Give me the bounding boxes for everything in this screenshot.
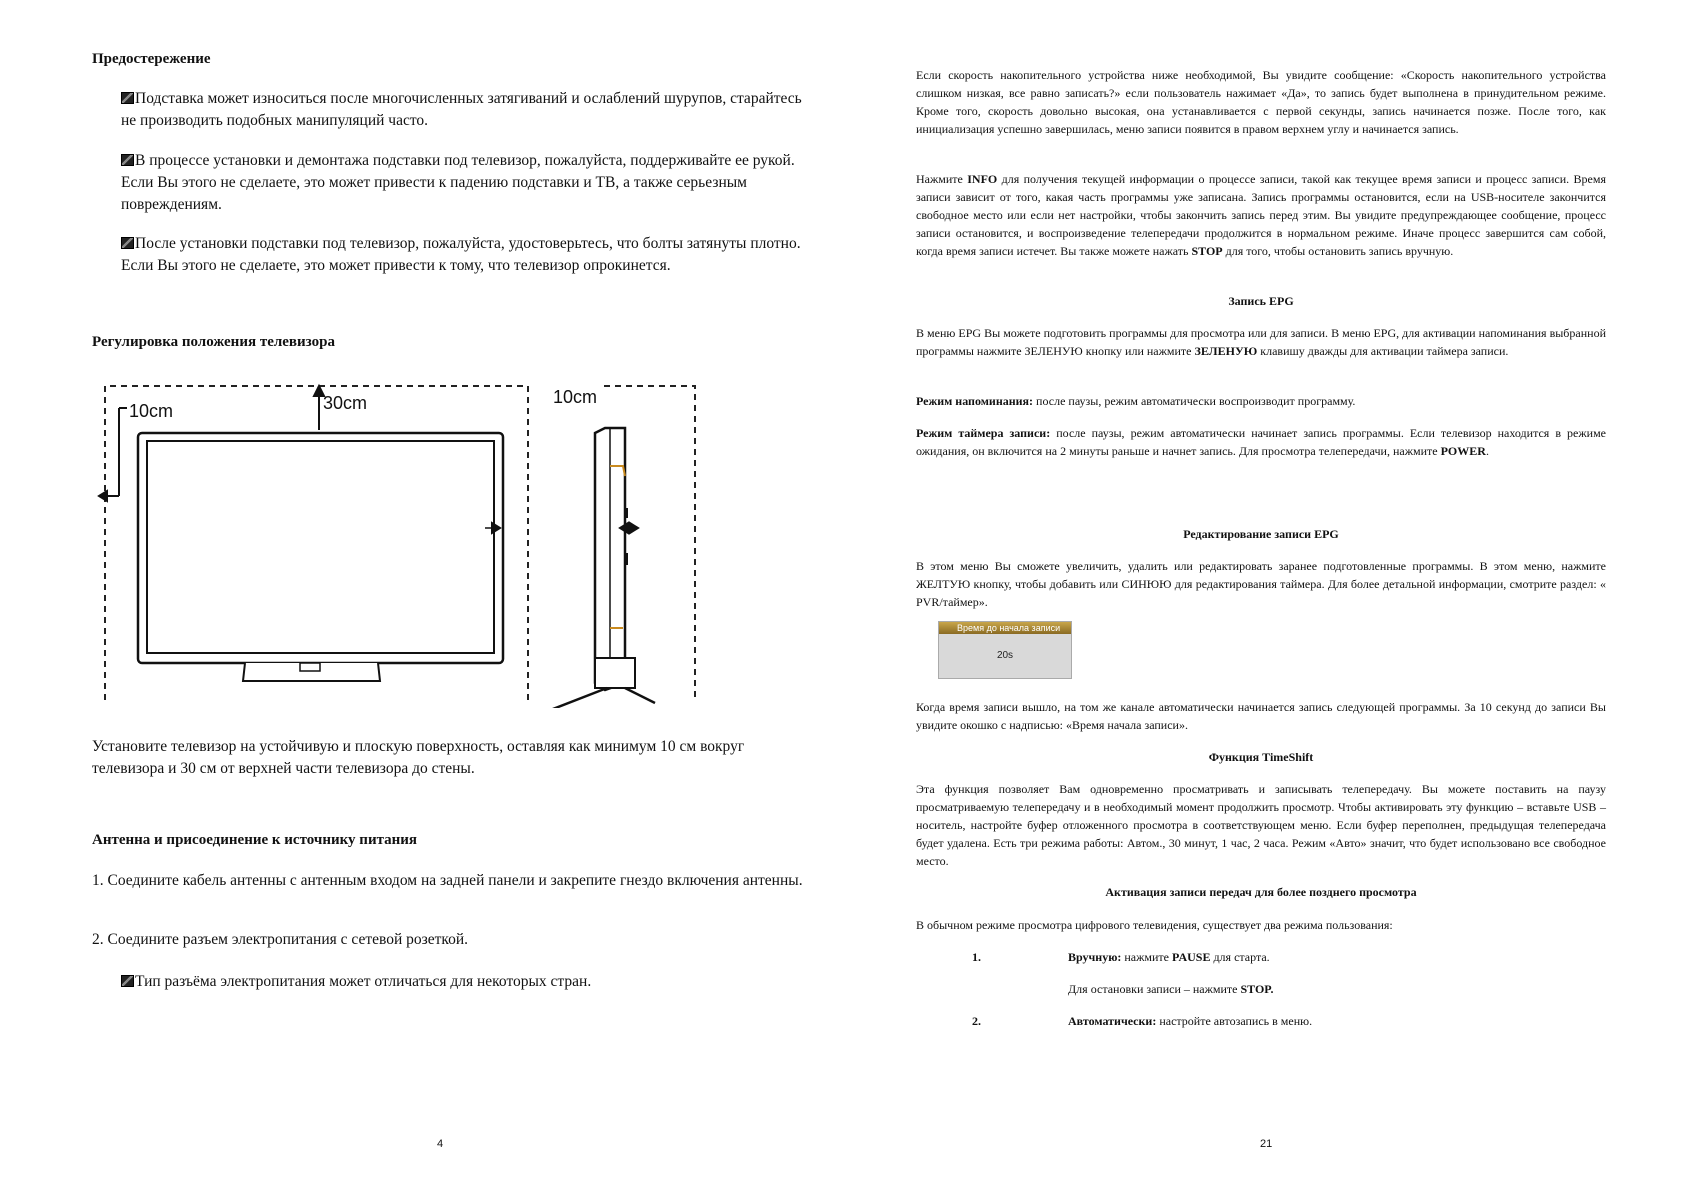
label-side-clearance: 10cm (553, 387, 598, 407)
para-timer: Режим таймера записи: после паузы, режим автоматически начинает запись программы. Если телевизор находится в режиме ожидания, он включится на 2 минуты раньше и начнет запись. Для просмотра телепередачи, нажмите POWER. (916, 426, 1606, 458)
antenna-heading: Антенна и присоединение к источнику питания (92, 832, 418, 848)
position-heading: Регулировка положения телевизора (92, 334, 335, 350)
caution-heading: Предостережение (92, 51, 211, 67)
popup-title: Время до начала записи (939, 622, 1071, 634)
para-activation: В обычном режиме просмотра цифрового телевидения, существует два режима пользования: (916, 918, 1393, 932)
para-edit: В этом меню Вы сможете увеличить, удалить или редактировать заранее подготовленные программы. В этом меню, нажмите ЖЕЛТУЮ кнопку, чтобы добавить или СИНЮЮ для редактирования таймера. Для более детальной информации, смотрите раздел: « PVR/таймер». (916, 559, 1606, 609)
para-speed: Если скорость накопительного устройства ниже необходимой, Вы увидите сообщение: «Скорость накопительного устройства слишком низкая, все равно записать?» если пользователь нажимает «Да», то запись будет выполнена в принудительном режиме. Кроме того, скорость довольно высокая, она устанавливается с первой секунды, запись начинается позже. После того, как инициализация успешно завершилась, меню записи появится в правом верхнем углу и начинается запись. (916, 68, 1606, 136)
para-next: Когда время записи вышло, на том же канале автоматически начинается запись следующей программы. За 10 секунд до записи Вы увидите окошко с надписью: «Время начала записи». (916, 700, 1606, 732)
warning-3: После установки подставки под телевизор, пожалуйста, удостоверьтесь, что болты затянуты плотно. Если Вы этого не сделаете, это может привести к тому, что телевизор опрокинется. (121, 235, 801, 274)
step-2: 2. Соедините разъем электропитания с сетевой розеткой. (92, 931, 469, 948)
mode-1-stop: Для остановки записи – нажмите STOP. (1068, 982, 1274, 996)
popup-value: 20s (996, 650, 1014, 661)
warning-icon (121, 975, 134, 987)
warning-1: Подставка может износиться после многочисленных затягиваний и ослаблений шурупов, старайтесь не производить подобных манипуляций часто. (121, 90, 802, 129)
label-top-clearance: 30cm (323, 393, 368, 413)
warning-icon (121, 154, 134, 166)
mode-1: 1. Вручную: нажмите PAUSE для старта. (972, 950, 1270, 964)
tv-front-drawing (138, 433, 503, 681)
position-text: Установите телевизор на устойчивую и плоскую поверхность, оставляя как минимум 10 см вокруг телевизора и 30 см от верхней части телевизора до стены. (92, 738, 745, 777)
tv-clearance-diagram (95, 378, 705, 708)
para-info: Нажмите INFO для получения текущей информации о процессе записи, такой как текущее время записи и процесс записи. Время записи зависит от того, какая часть программы уже записана. Запись программы остановится, если на USB-носителе закончится свободное место или если нет настройки, чтобы закончить запись перед этим. Вы увидите предупреждающее сообщение, процесс записи остановится, и воспроизведение телепередачи продолжится в нормальном режиме. Иначе процесс завершится сам собой, когда время записи истечет. Вы также можете нажать STOP для того, чтобы остановить запись вручную. (916, 172, 1606, 258)
label-left-clearance: 10cm (129, 401, 174, 421)
right-page (842, 0, 1684, 1190)
tv-side-drawing (535, 428, 655, 708)
para-reminder: Режим напоминания: после паузы, режим автоматически воспроизводит программу. (916, 394, 1356, 408)
timeshift-heading: Функция TimeShift (1208, 750, 1314, 764)
recording-countdown-popup (938, 621, 1072, 679)
page-number-left: 4 (437, 1138, 444, 1150)
para-epg: В меню EPG Вы можете подготовить программы для просмотра или для записи. В меню EPG, для активации напоминания выбранной программы нажмите ЗЕЛЕНУЮ кнопку или нажмите ЗЕЛЕНУЮ клавишу дважды для активации таймера записи. (916, 326, 1606, 358)
activation-heading: Активация записи передач для более позднего просмотра (1105, 885, 1417, 899)
edit-heading: Редактирование записи EPG (1183, 527, 1339, 541)
para-timeshift: Эта функция позволяет Вам одновременно просматривать и записывать телепередачу. Вы можете поставить на паузу просматриваемую телепередачу и в необходимый момент продолжить просмотр. Чтобы активировать эту функцию – вставьте USB – носитель, настройте буфер отложенного просмотра в соответствующем меню. Если буфер переполнен, предыдущая телепередача будет удалена. Есть три режима работы: Автом., 30 минут, 1 час, 2 часа. Режим «Авто» значит, что будет использовано все свободное место. (916, 782, 1606, 868)
warning-icon (121, 237, 134, 249)
warning-icon (121, 92, 134, 104)
warning-2: В процессе установки и демонтажа подставки под телевизор, пожалуйста, поддерживайте ее рукой. Если Вы этого не сделаете, это может привести к падению подставки и ТВ, а также серьезным повреждениям. (121, 152, 795, 213)
step-1: 1. Соедините кабель антенны с антенным входом на задней панели и закрепите гнездо включения антенны. (92, 872, 803, 889)
page-number-right: 21 (1260, 1138, 1273, 1150)
epg-heading: Запись EPG (1228, 294, 1294, 308)
mode-2: 2. Автоматически: настройте автозапись в меню. (972, 1014, 1313, 1028)
plug-note: Тип разъёма электропитания может отличаться для некоторых стран. (121, 971, 811, 993)
